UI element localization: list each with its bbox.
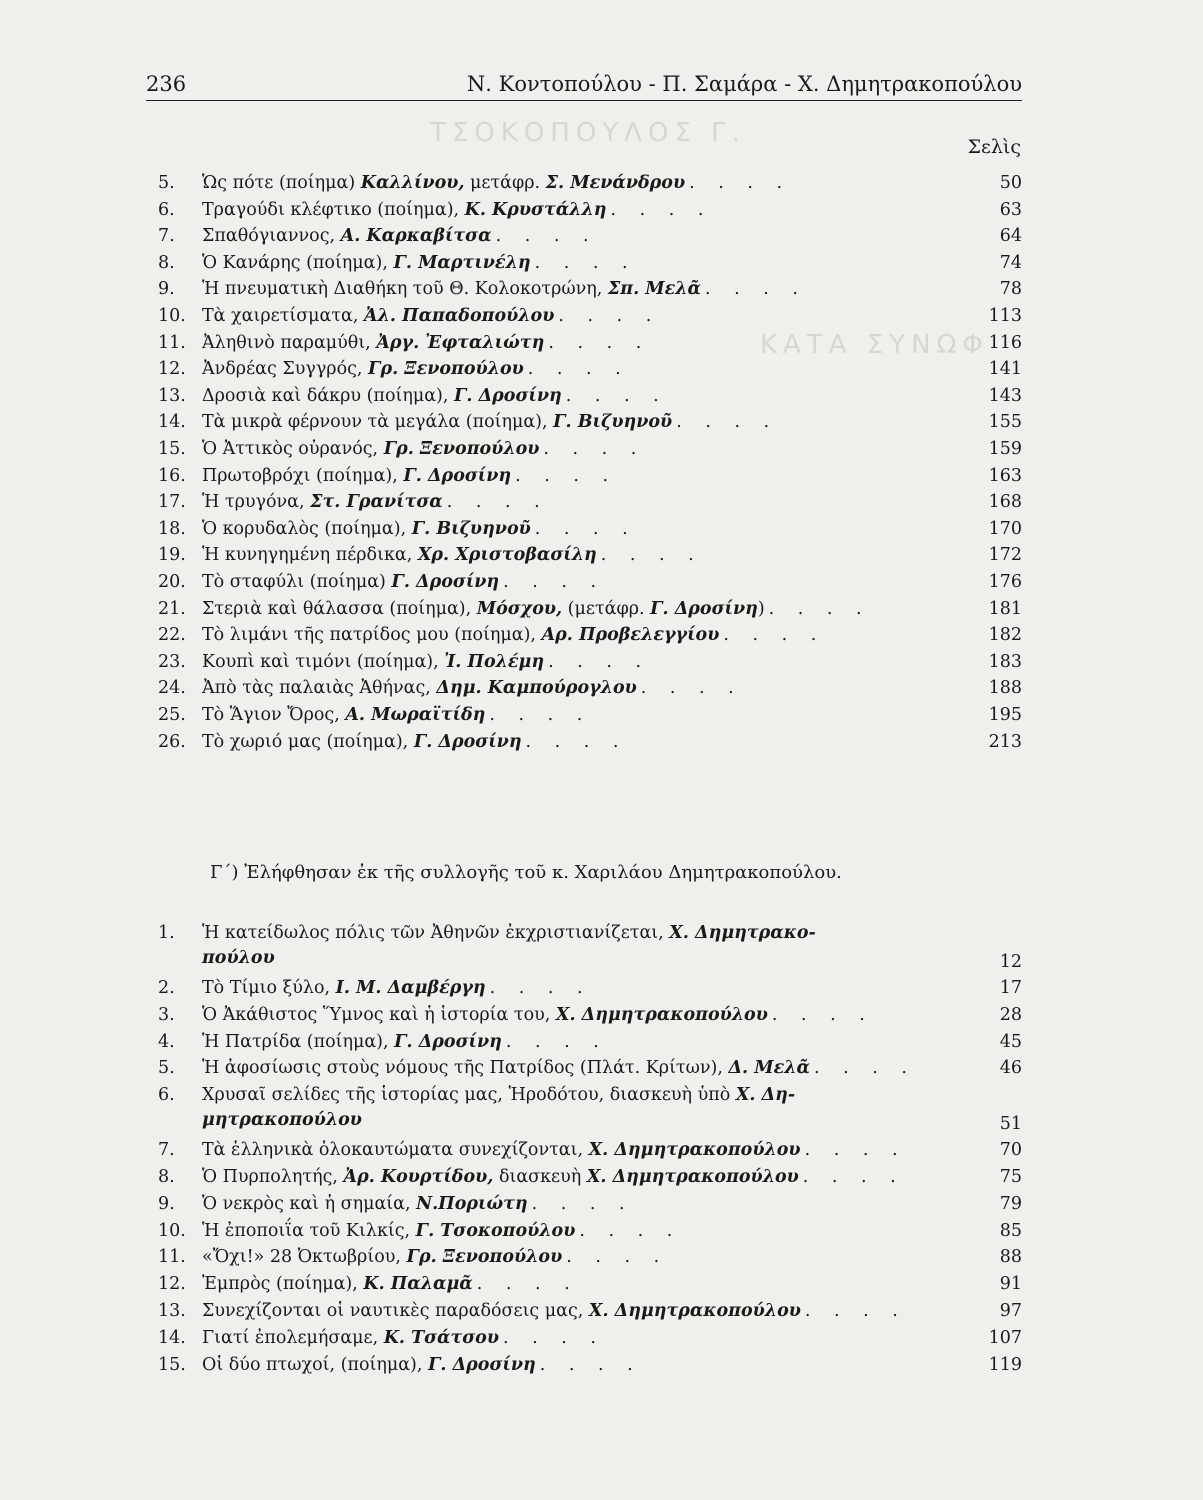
entry-number: 12. xyxy=(158,1274,186,1295)
entry-number: 14. xyxy=(158,412,186,433)
entry-title-text: Τὰ μικρὰ φέρνουν τὰ μεγάλα (ποίημα), xyxy=(202,412,554,433)
entry-author: Κ. Κρυστάλλη xyxy=(464,199,607,220)
entry-title xyxy=(202,489,549,515)
contents-entry xyxy=(158,409,1022,435)
entry-page: 213 xyxy=(988,731,1022,752)
leader-dots: . . . . xyxy=(804,1140,907,1161)
entry-author: Καλλίνου, xyxy=(360,173,465,193)
contents-entry xyxy=(158,1298,1022,1324)
entry-author: Δημ. Καμπούρογλου xyxy=(436,678,637,699)
bleed-through-text: ΤΣΟΚΟΠΟΥΛΟΣ Γ. xyxy=(430,118,746,148)
contents-entry xyxy=(158,1271,1022,1297)
contents-entry xyxy=(158,1164,1022,1190)
entry-page: 74 xyxy=(999,252,1022,273)
entry-title-text: Σπαθόγιαννος, xyxy=(202,226,341,247)
entry-number: 24. xyxy=(158,678,186,699)
entry-title-text: Ἡ ἀφοσίωσις στοὺς νόμους τῆς Πατρίδος (Πλάτ. Κρίτων), xyxy=(202,1058,729,1079)
entry-author: Γ. Μαρτινέλη xyxy=(393,252,531,273)
contents-entry xyxy=(158,1218,1022,1244)
entry-number: 25. xyxy=(158,705,186,725)
entry-title xyxy=(202,463,617,489)
entry-author: Ἀλ. Παπαδοπούλου xyxy=(364,306,555,326)
leader-dots: . . . . xyxy=(543,439,646,459)
entry-title-text: Τὸ λιμάνι τῆς πατρίδος μου (ποίημα), xyxy=(202,625,542,646)
leader-dots: . . . . xyxy=(566,1247,669,1268)
entry-title-text: Ἡ πνευματικὴ Διαθήκη τοῦ Θ. Κολοκοτρώνη, xyxy=(202,279,608,300)
entry-title-text: διασκευὴ xyxy=(493,1167,587,1187)
entry-title xyxy=(202,223,598,249)
page-number: 236 xyxy=(146,72,187,96)
contents-entry xyxy=(158,920,1022,946)
entry-author: Χ. Δημητρακο- xyxy=(669,923,816,943)
entry-title xyxy=(202,975,592,1001)
entry-title-text: Ἐμπρὸς (ποίημα), xyxy=(202,1274,364,1295)
leader-dots: . . . . xyxy=(804,1301,907,1321)
entry-title xyxy=(202,1082,795,1108)
entry-title xyxy=(202,1298,907,1324)
entry-author: Χ. Δημητρακοπούλου xyxy=(588,1301,801,1321)
entry-page: 79 xyxy=(999,1193,1022,1214)
entry-author: Γρ. Ξενοπούλου xyxy=(368,359,524,380)
page-column-heading: Σελὶς xyxy=(967,136,1021,158)
contents-entry xyxy=(158,436,1022,462)
entry-title-text: Τὰ χαιρετίσματα, xyxy=(202,306,364,326)
leader-dots: . . . . xyxy=(768,598,871,619)
entry-title xyxy=(202,330,650,356)
entry-title-text: Ὁ Ἀττικὸς οὐρανός, xyxy=(202,439,384,459)
running-title: Ν. Κοντοπούλου - Π. Σαμάρα - Χ. Δημητρακοπούλου xyxy=(466,72,1022,96)
contents-entry xyxy=(158,1191,1022,1217)
entry-title-text: Οἱ δύο πτωχοί, (ποίημα), xyxy=(202,1354,428,1375)
contents-entry xyxy=(158,197,1022,223)
entry-page: 155 xyxy=(988,412,1022,433)
leader-dots: . . . . xyxy=(676,412,779,433)
entry-number: 15. xyxy=(158,1354,186,1375)
entry-title-text: «Ὄχι!» 28 Ὀκτωβρίου, xyxy=(202,1247,407,1268)
entry-page: 176 xyxy=(988,572,1022,592)
contents-entry xyxy=(158,303,1022,329)
entry-page: 188 xyxy=(988,678,1022,699)
contents-entry xyxy=(158,383,1022,409)
entry-title xyxy=(202,1002,874,1028)
entry-title xyxy=(202,356,630,382)
contents-entry xyxy=(158,542,1022,568)
leader-dots: . . . . xyxy=(525,731,628,752)
entry-page: 28 xyxy=(999,1004,1022,1025)
entry-title-text: Ἡ ἐποποιΐα τοῦ Κιλκίς, xyxy=(202,1220,416,1241)
leader-dots: . . . . xyxy=(527,359,630,380)
contents-entry xyxy=(158,223,1022,249)
entry-page: 50 xyxy=(999,173,1022,193)
entry-number: 9. xyxy=(158,279,175,300)
entry-page: 45 xyxy=(999,1031,1022,1052)
entry-page: 141 xyxy=(988,359,1022,380)
entry-page: 116 xyxy=(988,332,1022,353)
entry-title xyxy=(202,920,816,946)
entry-title xyxy=(202,1164,905,1190)
entry-number: 11. xyxy=(158,1247,186,1268)
entry-author: Γ. Βιζυηνοῦ xyxy=(411,518,531,539)
entry-number: 26. xyxy=(158,731,186,752)
entry-author: Γ. Δροσίνη xyxy=(453,385,562,406)
entry-number: 13. xyxy=(158,385,186,406)
entry-number: 5. xyxy=(158,173,175,193)
contents-entry xyxy=(158,1055,1022,1081)
leader-dots: . . . . xyxy=(534,518,637,539)
entry-author: Χ. Δημητρακοπούλου xyxy=(555,1004,768,1025)
entry-title-text: Ἡ τρυγόνα, xyxy=(202,492,311,513)
entry-page: 88 xyxy=(999,1247,1022,1268)
entry-number: 2. xyxy=(158,978,175,998)
entry-author: Γρ. Ξενοπούλου xyxy=(383,439,540,459)
leader-dots: . . . . xyxy=(579,1220,682,1241)
entry-page: 85 xyxy=(999,1220,1022,1241)
entry-title-text: Τὸ Τίμιο ξύλο, xyxy=(202,978,336,998)
entry-number: 19. xyxy=(158,545,186,566)
entry-author: Α. Καρκαβίτσα xyxy=(340,226,492,247)
entry-title-text: Ἡ Πατρίδα (ποίημα), xyxy=(202,1031,395,1052)
leader-dots: . . . . xyxy=(814,1058,916,1079)
entry-number: 3. xyxy=(158,1004,175,1025)
entry-author: Ν.Ποριώτη xyxy=(416,1193,528,1214)
entry-page: 12 xyxy=(999,952,1022,972)
contents-entry xyxy=(158,250,1022,276)
entry-title xyxy=(202,675,743,701)
entry-number: 6. xyxy=(158,1085,175,1106)
entry-page: 91 xyxy=(999,1274,1022,1295)
leader-dots: . . . . xyxy=(771,1004,874,1025)
entry-title xyxy=(202,516,637,542)
entry-page: 46 xyxy=(999,1058,1022,1079)
entry-number: 21. xyxy=(158,598,186,619)
entry-author: Γ. Τσοκοπούλου xyxy=(415,1220,576,1241)
contents-entry xyxy=(158,1244,1022,1270)
entry-title xyxy=(202,1218,681,1244)
entry-title-text: ) xyxy=(757,598,765,619)
contents-entry xyxy=(158,649,1022,675)
entry-author: Μόσχου, xyxy=(476,598,563,619)
contents-entry xyxy=(158,356,1022,382)
contents-entry xyxy=(158,276,1022,302)
leader-dots: . . . . xyxy=(515,465,618,486)
entry-page: 97 xyxy=(999,1301,1022,1321)
entry-author-continued: πούλου xyxy=(202,948,275,968)
leader-dots: . . . . xyxy=(705,279,807,300)
leader-dots: . . . . xyxy=(531,1193,634,1214)
entry-number: 8. xyxy=(158,252,175,273)
entry-page: 119 xyxy=(988,1354,1022,1375)
leader-dots: . . . . xyxy=(640,678,743,699)
entry-title-text: Κουπὶ καὶ τιμόνι (ποίημα), xyxy=(202,651,445,672)
entry-title xyxy=(202,170,791,196)
contents-entry xyxy=(158,1137,1022,1163)
entry-page: 64 xyxy=(999,226,1022,247)
leader-dots: . . . . xyxy=(476,1274,579,1295)
entry-page: 51 xyxy=(999,1114,1022,1135)
entry-page: 143 xyxy=(988,385,1022,406)
entry-number: 16. xyxy=(158,465,186,486)
entry-number: 12. xyxy=(158,359,186,380)
entry-number: 18. xyxy=(158,518,186,539)
entry-title-text: Τραγούδι κλέφτικο (ποίημα), xyxy=(202,199,465,220)
entry-page: 163 xyxy=(988,465,1022,486)
entry-number: 11. xyxy=(158,332,186,353)
contents-entry xyxy=(158,516,1022,542)
entry-title xyxy=(202,383,668,409)
contents-entry xyxy=(158,1325,1022,1351)
entry-title-text: Ἡ κατείδωλος πόλις τῶν Ἀθηνῶν ἐκχριστιανίζεται, xyxy=(202,923,670,943)
leader-dots: . . . . xyxy=(495,226,598,247)
entry-page: 159 xyxy=(988,439,1022,459)
entry-number: 4. xyxy=(158,1031,175,1052)
entry-title-text: Τὸ Ἅγιον Ὄρος, xyxy=(202,705,346,725)
entry-title-text: Δροσιὰ καὶ δάκρυ (ποίημα), xyxy=(202,385,454,406)
entry-title xyxy=(202,1191,634,1217)
section-heading-c: Γ΄) Ἐλήφθησαν ἐκ τῆς συλλογῆς τοῦ κ. Χαριλάου Δημητρακοπούλου. xyxy=(210,862,842,883)
entry-title-text: Συνεχίζονται οἱ ναυτικὲς παραδόσεις μας, xyxy=(202,1301,589,1321)
entry-number: 20. xyxy=(158,572,186,592)
entry-number: 14. xyxy=(158,1327,186,1348)
entry-author: Δ. Μελᾶ xyxy=(728,1058,810,1079)
entry-author: Ἀρ. Κουρτίδου, xyxy=(343,1167,494,1187)
entry-author: Α. Μωραϊτίδη xyxy=(345,705,486,725)
leader-dots: . . . . xyxy=(503,572,606,592)
entry-number: 17. xyxy=(158,492,186,513)
entry-number: 9. xyxy=(158,1193,175,1214)
entry-author: Γ. Δροσίνη xyxy=(391,572,500,592)
entry-author: Ἰ. Πολέμη xyxy=(444,651,545,672)
entry-title-text: Χρυσαῖ σελίδες τῆς ἱστορίας μας, Ἡροδότου, διασκευὴ ὑπὸ xyxy=(202,1085,736,1106)
entry-title xyxy=(202,1271,579,1297)
leader-dots: . . . . xyxy=(558,306,661,326)
entry-author: Γρ. Ξενοπούλου xyxy=(406,1247,563,1268)
entry-page: 182 xyxy=(988,625,1022,646)
entry-title xyxy=(202,729,628,755)
entry-title xyxy=(202,1244,668,1270)
entry-number: 13. xyxy=(158,1301,186,1321)
leader-dots: . . . . xyxy=(539,1354,642,1375)
entry-page: 195 xyxy=(988,705,1022,725)
entry-page: 70 xyxy=(999,1140,1022,1161)
entry-number: 8. xyxy=(158,1167,175,1187)
entry-page: 113 xyxy=(988,306,1022,326)
entry-title xyxy=(202,250,637,276)
entry-title xyxy=(202,303,660,329)
entry-author: Ἀργ. Ἐφταλιώτη xyxy=(376,332,545,353)
leader-dots: . . . . xyxy=(689,173,792,193)
entry-title xyxy=(202,1325,605,1351)
entry-title xyxy=(202,596,871,622)
entry-number: 1. xyxy=(158,923,175,943)
entry-title xyxy=(202,569,605,595)
entry-author: Γ. Δροσίνη xyxy=(403,465,512,486)
entry-page: 107 xyxy=(988,1327,1022,1348)
bleed-through-text: ΚΑΤΑ ΣΥΝΩΦ xyxy=(760,330,989,360)
entry-title xyxy=(202,1137,907,1163)
entry-number: 10. xyxy=(158,306,186,326)
entry-title-text: Ὁ Ἀκάθιστος Ὕμνος καὶ ἡ ἱστορία του, xyxy=(202,1004,556,1025)
entry-page: 181 xyxy=(988,598,1022,619)
entry-author: Γ. Δροσίνη xyxy=(427,1354,536,1375)
entry-title xyxy=(202,436,645,462)
leader-dots: . . . . xyxy=(548,332,651,353)
entry-number: 5. xyxy=(158,1058,175,1079)
entry-title-text: (μετάφρ. xyxy=(562,598,651,619)
entry-author: Γ. Δροσίνη xyxy=(650,598,758,619)
entry-page: 183 xyxy=(988,651,1022,672)
leader-dots: . . . . xyxy=(502,1327,605,1348)
entry-number: 22. xyxy=(158,625,186,646)
entry-page: 78 xyxy=(999,279,1022,300)
entry-title-text: Ὁ νεκρὸς καὶ ἡ σημαία, xyxy=(202,1193,417,1214)
leader-dots: . . . . xyxy=(548,651,651,672)
entry-author: Γ. Δροσίνη xyxy=(394,1031,502,1052)
entry-title xyxy=(202,197,712,223)
entry-page: 172 xyxy=(988,545,1022,566)
contents-entry xyxy=(158,1002,1022,1028)
entry-number: 7. xyxy=(158,1140,175,1161)
entry-author: Στ. Γρανίτσα xyxy=(310,492,443,513)
contents-entry xyxy=(158,1082,1022,1108)
entry-author: Χ. Δημητρακοπούλου xyxy=(586,1167,799,1187)
entry-title-text: Ὁ Κανάρης (ποίημα), xyxy=(202,252,394,273)
entry-author: Γ. Δροσίνη xyxy=(413,731,522,752)
contents-entry xyxy=(158,675,1022,701)
entry-author-continued: μητρακοπούλου xyxy=(202,1110,362,1131)
entry-author: Χ. Δη- xyxy=(735,1085,796,1106)
entry-author: Ι. Μ. Δαμβέργη xyxy=(335,978,486,998)
entry-author: Γ. Βιζυηνοῦ xyxy=(553,412,673,433)
entry-title-text: Ἀπὸ τὰς παλαιὰς Ἀθήνας, xyxy=(202,678,437,699)
entry-author: Χρ. Χριστοβασίλη xyxy=(417,545,597,566)
entry-title xyxy=(202,1352,642,1378)
entry-title xyxy=(202,649,650,675)
entry-number: 7. xyxy=(158,226,175,247)
entry-title xyxy=(202,702,591,728)
contents-entry xyxy=(158,330,1022,356)
contents-entry xyxy=(158,463,1022,489)
contents-entry xyxy=(158,596,1022,622)
entry-title-text: Τὸ σταφύλι (ποίημα) xyxy=(202,572,392,592)
entry-page: 170 xyxy=(988,518,1022,539)
leader-dots: . . . . xyxy=(610,199,713,220)
entry-title-text: Ὁ κορυδαλὸς (ποίημα), xyxy=(202,518,412,539)
entry-title-text: Ἡ κυνηγημένη πέρδικα, xyxy=(202,545,418,566)
entry-title-text: Ὡς πότε (ποίημα) xyxy=(202,173,361,193)
leader-dots: . . . . xyxy=(565,385,668,406)
header-rule xyxy=(146,100,1022,101)
entry-title xyxy=(202,622,825,648)
entry-title xyxy=(202,542,703,568)
entry-title-text: μετάφρ. xyxy=(464,173,546,193)
contents-entry xyxy=(158,622,1022,648)
leader-dots: . . . . xyxy=(600,545,703,566)
entry-title xyxy=(202,1055,916,1081)
entry-page: 168 xyxy=(988,492,1022,513)
contents-entry xyxy=(158,1029,1022,1055)
entry-author: Σπ. Μελᾶ xyxy=(607,279,702,300)
contents-entry xyxy=(158,170,1022,196)
contents-entry xyxy=(158,975,1022,1001)
contents-entry xyxy=(158,569,1022,595)
entry-author: Κ. Τσάτσου xyxy=(383,1327,499,1348)
leader-dots: . . . . xyxy=(802,1167,905,1187)
entry-title-text: Τὰ ἑλληνικὰ ὁλοκαυτώματα συνεχίζονται, xyxy=(202,1140,589,1161)
entry-title xyxy=(202,409,778,435)
entry-title-text: Ὁ Πυρπολητής, xyxy=(202,1167,344,1187)
leader-dots: . . . . xyxy=(446,492,549,513)
entry-title xyxy=(202,276,807,302)
entry-author: Κ. Παλαμᾶ xyxy=(363,1274,473,1295)
entry-title-text: Πρωτοβρόχι (ποίημα), xyxy=(202,465,404,486)
entry-number: 23. xyxy=(158,651,186,672)
leader-dots: . . . . xyxy=(534,252,637,273)
entry-title-text: Ἀληθινὸ παραμύθι, xyxy=(202,332,377,353)
contents-entry xyxy=(158,729,1022,755)
entry-page: 17 xyxy=(999,978,1022,998)
contents-entry xyxy=(158,702,1022,728)
entry-author: Σ. Μενάνδρου xyxy=(545,173,686,193)
leader-dots: . . . . xyxy=(489,705,592,725)
leader-dots: . . . . xyxy=(505,1031,608,1052)
entry-title xyxy=(202,1029,608,1055)
contents-entry xyxy=(158,1352,1022,1378)
entry-title-text: Ἀνδρέας Συγγρός, xyxy=(202,359,369,380)
entry-number: 15. xyxy=(158,439,186,459)
entry-title-text: Τὸ χωριό μας (ποίημα), xyxy=(202,731,414,752)
entry-title-text: Στεριὰ καὶ θάλασσα (ποίημα), xyxy=(202,598,477,619)
leader-dots: . . . . xyxy=(489,978,592,998)
entry-page: 63 xyxy=(999,199,1022,220)
entry-title-text: Γιατί ἐπολεμήσαμε, xyxy=(202,1327,384,1348)
entry-number: 10. xyxy=(158,1220,186,1241)
entry-author: Αρ. Προβελεγγίου xyxy=(541,625,720,646)
running-header xyxy=(146,68,1022,100)
entry-number: 6. xyxy=(158,199,175,220)
leader-dots: . . . . xyxy=(723,625,826,646)
contents-entry xyxy=(158,489,1022,515)
entry-author: Χ. Δημητρακοπούλου xyxy=(588,1140,801,1161)
entry-page: 75 xyxy=(999,1167,1022,1187)
